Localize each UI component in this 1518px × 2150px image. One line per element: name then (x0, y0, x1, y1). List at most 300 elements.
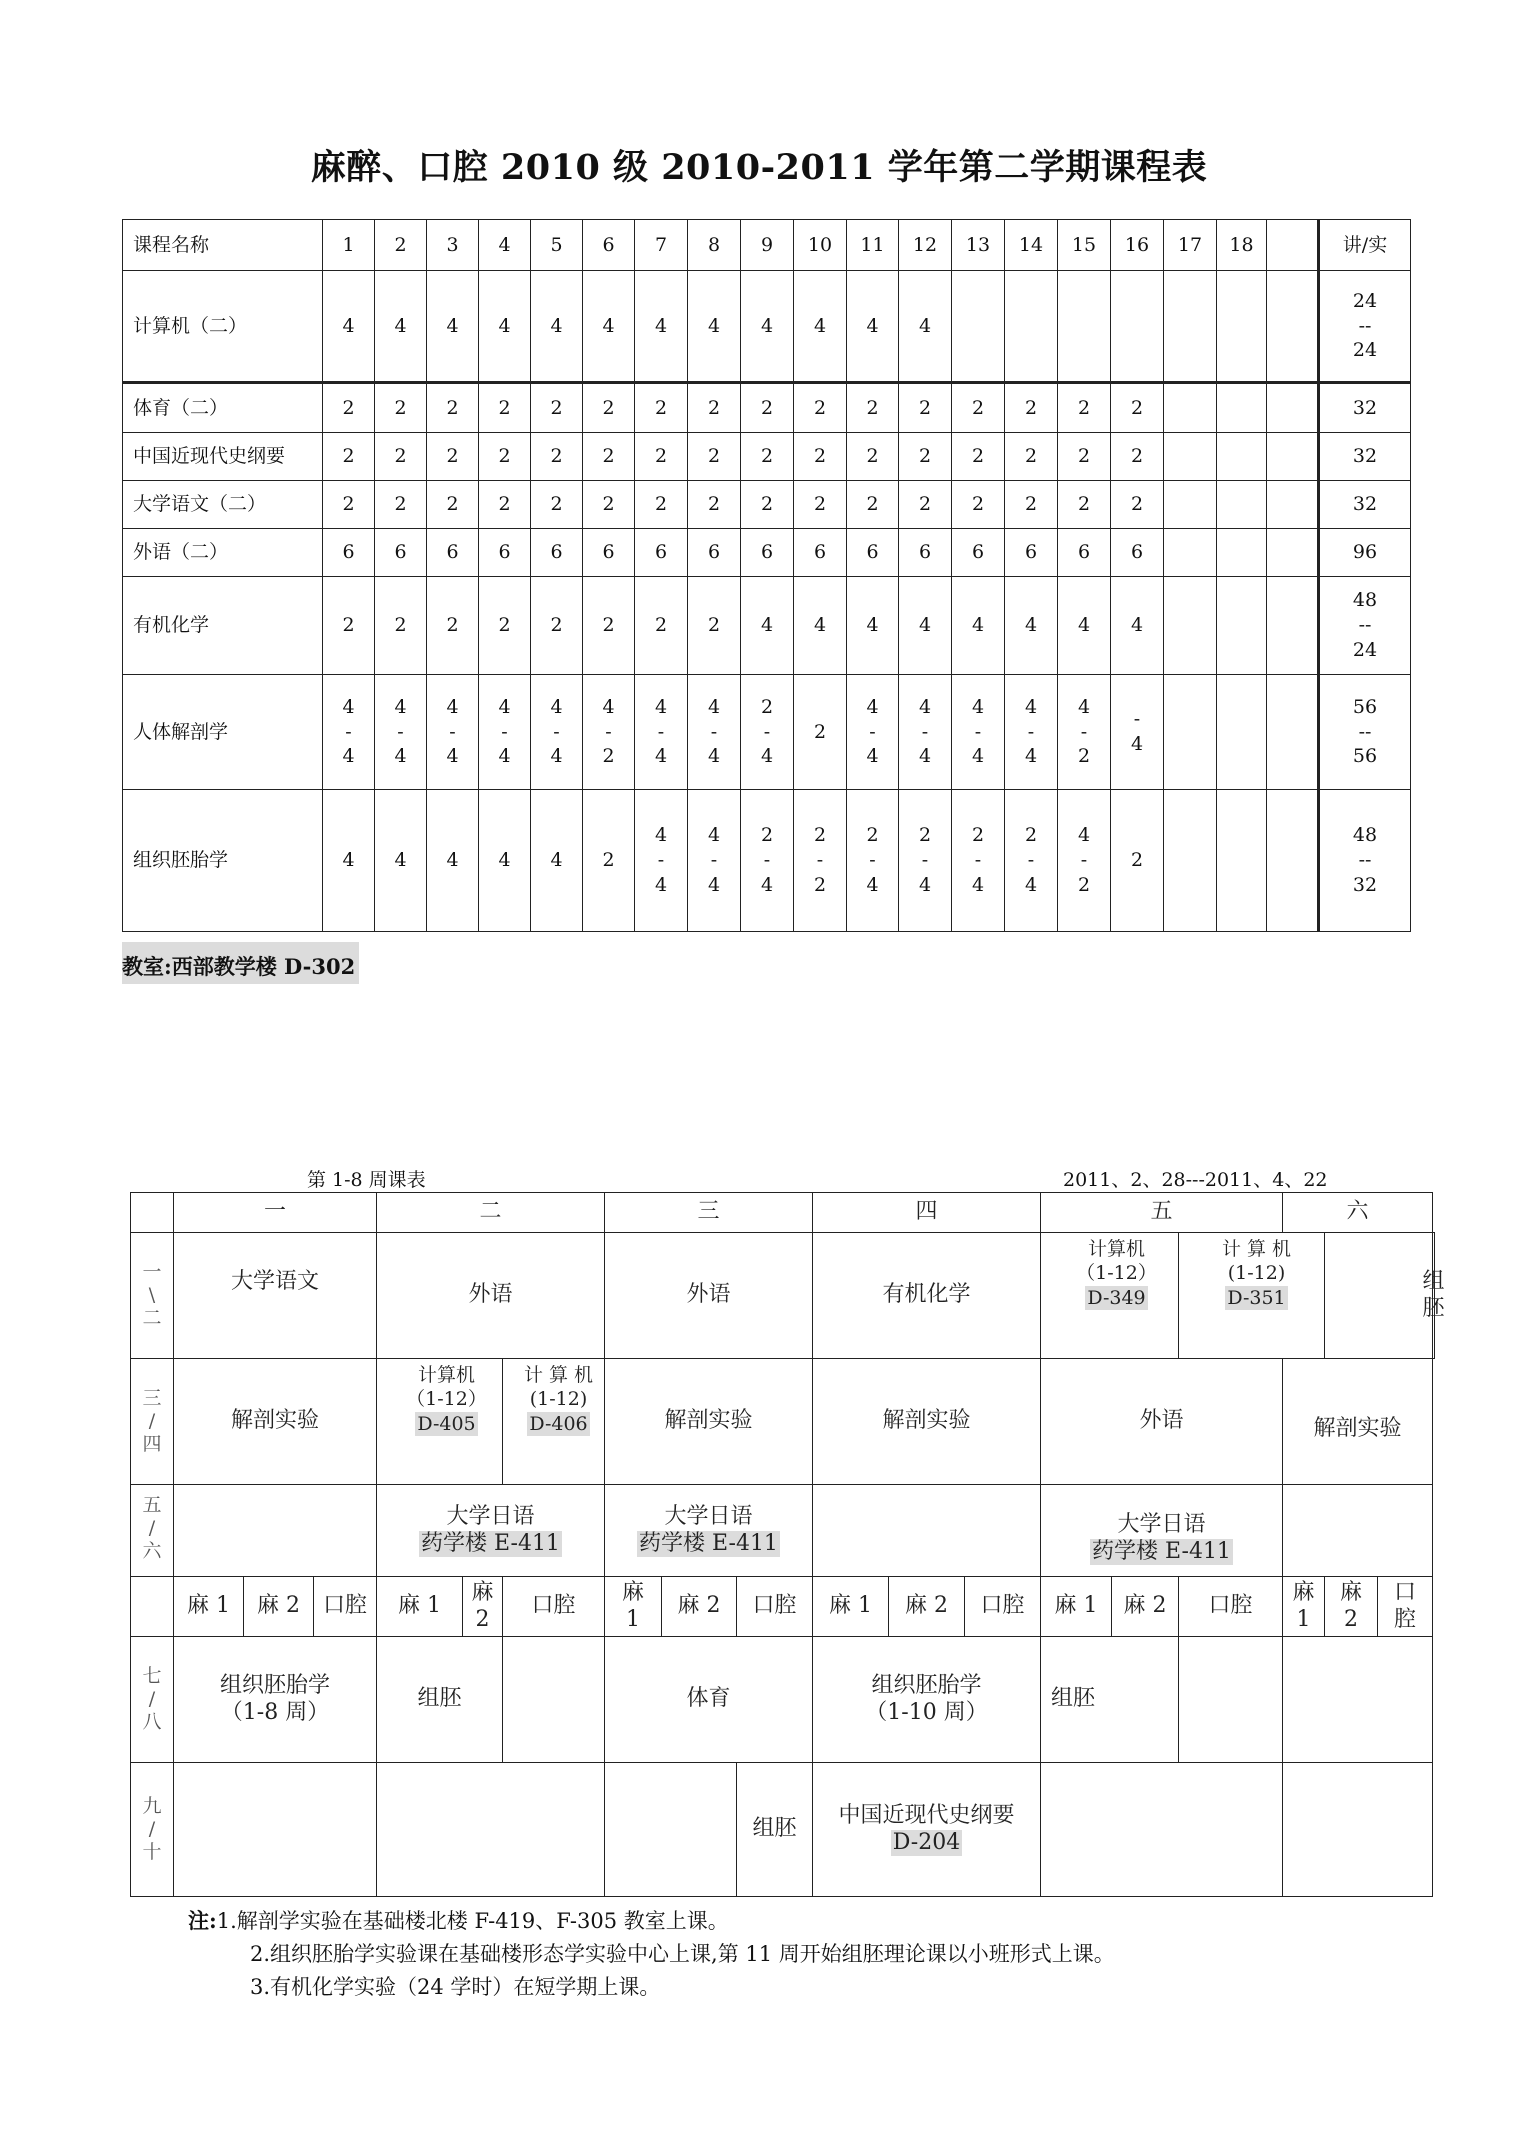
week-hours-cell: 4 (323, 790, 375, 932)
class-cell: 计 算 机 (1-12) D-351 (1179, 1233, 1325, 1359)
week-hours-cell: 4 (531, 790, 583, 932)
note-item: 3.有机化学实验（24 学时）在短学期上课。 (250, 1975, 661, 1999)
week-hours-cell: 2 (583, 790, 635, 932)
course-name: 计算机（二） (123, 271, 323, 383)
header-week: 15 (1058, 220, 1111, 271)
hours-part: - (710, 720, 718, 743)
hours-part: 4 (760, 873, 774, 896)
hours-part: 4 (654, 695, 668, 718)
header-week (1267, 220, 1319, 271)
week-hours-cell: 6 (688, 529, 741, 577)
week-hours-cell: 2 (688, 481, 741, 529)
class-cell: 大学日语 药学楼 E-411 (377, 1485, 605, 1577)
week-hours-cell: 2 (1111, 790, 1164, 932)
weekly-schedule-table (130, 1192, 1445, 1897)
group-cell: 口腔 (737, 1577, 813, 1637)
week-hours-cell: 4 (794, 271, 847, 383)
corner-cell (131, 1193, 174, 1233)
hours-part: - (974, 720, 982, 743)
ratio-cell (1319, 675, 1411, 790)
week-hours-cell (1217, 529, 1267, 577)
hours-part: - (1080, 720, 1088, 743)
week-hours-cell (1164, 481, 1217, 529)
week-hours-cell: 2 (635, 577, 688, 675)
header-week: 7 (635, 220, 688, 271)
week-hours-cell (1111, 675, 1164, 790)
course-name: 有机化学 (123, 577, 323, 675)
week-hours-cell (1058, 675, 1111, 790)
week-hours-cell: 2 (1005, 481, 1058, 529)
hours-part: 4 (394, 695, 407, 718)
header-week: 14 (1005, 220, 1058, 271)
week-hours-cell (1164, 529, 1217, 577)
hours-part: 4 (707, 745, 721, 768)
week-hours-cell: 2 (427, 433, 479, 481)
ratio-part: 96 (1352, 541, 1378, 564)
hours-part: 4 (654, 824, 668, 847)
week-hours-cell: 2 (1058, 383, 1111, 433)
header-week: 17 (1164, 220, 1217, 271)
hours-part: - (449, 720, 456, 743)
header-ratio: 讲/实 (1319, 220, 1411, 271)
week-hours-cell: 2 (688, 433, 741, 481)
hours-part: 4 (1024, 695, 1038, 718)
group-cell: 麻 2 (889, 1577, 965, 1637)
hours-part: 4 (918, 873, 932, 896)
week-hours-cell: 2 (635, 481, 688, 529)
course-weeks-table (122, 219, 1411, 932)
week-hours-cell: 4 (899, 577, 952, 675)
hours-part: - (763, 849, 771, 872)
hours-part: - (869, 720, 876, 743)
week-hours-cell: 2 (899, 383, 952, 433)
week-hours-cell: 2 (899, 481, 952, 529)
class-cell: 外语 (1041, 1359, 1283, 1485)
group-cell: 口腔 (1179, 1577, 1283, 1637)
week-hours-cell (1267, 383, 1319, 433)
week-hours-cell: 4 (531, 271, 583, 383)
group-cell: 麻 2 (662, 1577, 737, 1637)
week-hours-cell (952, 675, 1005, 790)
hours-part: 4 (1130, 733, 1144, 755)
week-hours-cell: 6 (952, 529, 1005, 577)
week-hours-cell (1217, 271, 1267, 383)
course-name: 大学语文（二） (123, 481, 323, 529)
week-hours-cell: 2 (479, 577, 531, 675)
week-hours-cell: 4 (847, 577, 899, 675)
course-name: 组织胚胎学 (123, 790, 323, 932)
week-hours-cell (1267, 433, 1319, 481)
hours-part: 4 (602, 695, 615, 718)
week-hours-cell: 2 (479, 383, 531, 433)
group-cell: 麻 2 (1112, 1577, 1179, 1637)
week-hours-cell (1217, 433, 1267, 481)
hours-part: 2 (813, 824, 827, 847)
ratio-part: 24 (1352, 339, 1378, 362)
hours-part: - (657, 849, 665, 872)
week-hours-cell: 2 (688, 383, 741, 433)
class-cell: 外语 (605, 1233, 813, 1359)
week-hours-cell (1217, 790, 1267, 932)
class-cell: 组胚 (1041, 1637, 1179, 1763)
week-hours-cell: 2 (427, 577, 479, 675)
note-item: 1.解剖学实验在基础楼北楼 F-419、F-305 教室上课。 (216, 1909, 729, 1933)
week-hours-cell (1164, 675, 1217, 790)
week-hours-cell: 2 (847, 481, 899, 529)
week-hours-cell: 2 (794, 383, 847, 433)
period-label: 三 / 四 (131, 1359, 174, 1485)
week-hours-cell: 2 (375, 481, 427, 529)
hours-part: 2 (813, 873, 827, 896)
class-cell: 解剖实验 (605, 1359, 813, 1485)
week-hours-cell (1058, 271, 1111, 383)
empty-cell (377, 1763, 605, 1897)
hours-part: 4 (707, 695, 721, 718)
hours-part: 4 (971, 745, 985, 768)
header-course-name: 课程名称 (123, 220, 323, 271)
hours-part: - (553, 720, 560, 743)
header-week: 5 (531, 220, 583, 271)
hours-part: 2 (971, 824, 985, 847)
class-cell: 体育 (605, 1637, 813, 1763)
week-hours-cell (583, 675, 635, 790)
week-hours-cell: 4 (794, 577, 847, 675)
ratio-part: 32 (1352, 396, 1378, 419)
hours-part: 4 (654, 745, 668, 768)
ratio-part: 48 (1352, 589, 1378, 612)
week-hours-cell (1164, 577, 1217, 675)
class-cell: 计算机 （1-12） D-405 (377, 1359, 503, 1485)
hours-part: 4 (550, 745, 563, 768)
group-cell: 口 腔 (1378, 1577, 1433, 1637)
ratio-cell (1319, 271, 1411, 383)
ratio-part: -- (1358, 849, 1372, 872)
week-hours-cell: 6 (635, 529, 688, 577)
ratio-part: -- (1358, 314, 1372, 337)
hours-part: - (1027, 720, 1035, 743)
group-cell: 麻 2 (463, 1577, 503, 1637)
week-hours-cell: 2 (323, 433, 375, 481)
week-hours-cell: 2 (1111, 481, 1164, 529)
hours-part: 4 (866, 745, 879, 768)
empty-cell (1179, 1637, 1283, 1763)
week-hours-cell: 2 (688, 577, 741, 675)
week-hours-cell (1267, 790, 1319, 932)
header-week: 2 (375, 220, 427, 271)
day-header: 六 (1283, 1193, 1433, 1233)
week-hours-cell: 2 (847, 383, 899, 433)
period-label: 一 \ 二 (131, 1233, 174, 1359)
week-hours-cell: 6 (427, 529, 479, 577)
week-hours-cell (427, 675, 479, 790)
header-week: 3 (427, 220, 479, 271)
weekly-caption: 第 1-8 周课表 (307, 1169, 426, 1191)
week-hours-cell: 2 (479, 433, 531, 481)
week-hours-cell: 2 (323, 383, 375, 433)
hours-part: 2 (866, 824, 879, 847)
week-hours-cell: 6 (479, 529, 531, 577)
group-cell: 麻 1 (1283, 1577, 1325, 1637)
date-range: 2011、2、28---2011、4、22 (1063, 1169, 1328, 1191)
week-hours-cell (899, 675, 952, 790)
week-hours-cell: 2 (635, 433, 688, 481)
ratio-part: -- (1358, 720, 1372, 743)
week-hours-cell: 2 (794, 675, 847, 790)
hours-part: - (397, 720, 404, 743)
class-cell: 大学日语 药学楼 E-411 (605, 1485, 813, 1577)
header-week: 12 (899, 220, 952, 271)
week-hours-cell: 2 (1058, 433, 1111, 481)
week-hours-cell: 2 (741, 383, 794, 433)
week-hours-cell: 2 (741, 481, 794, 529)
hours-part: - (710, 849, 718, 872)
empty-cell (1283, 1637, 1433, 1763)
class-cell: 组 胚 (1433, 1233, 1435, 1359)
hours-part: - (501, 720, 508, 743)
group-cell: 麻 1 (377, 1577, 463, 1637)
group-cell: 麻 1 (174, 1577, 244, 1637)
week-hours-cell: 4 (479, 790, 531, 932)
hours-part: 4 (971, 695, 985, 718)
hours-part: - (657, 720, 665, 743)
hours-part: 2 (1077, 745, 1091, 768)
class-cell: 计算机 （1-12） D-349 (1041, 1233, 1179, 1359)
ratio-cell (1319, 433, 1411, 481)
class-cell: 大学语文 (174, 1233, 377, 1359)
week-hours-cell: 2 (794, 481, 847, 529)
week-hours-cell (1267, 529, 1319, 577)
week-hours-cell: 2 (427, 481, 479, 529)
header-week: 11 (847, 220, 899, 271)
header-week: 4 (479, 220, 531, 271)
header-week: 8 (688, 220, 741, 271)
week-hours-cell: 4 (583, 271, 635, 383)
group-cell: 麻 2 (244, 1577, 314, 1637)
week-hours-cell: 6 (847, 529, 899, 577)
class-cell: 中国近现代史纲要 D-204 (813, 1763, 1041, 1897)
empty-cell (1041, 1763, 1283, 1897)
period-label: 五 / 六 (131, 1485, 174, 1577)
ratio-part: 48 (1352, 824, 1378, 847)
hours-part: 4 (971, 873, 985, 896)
week-hours-cell (1164, 271, 1217, 383)
week-hours-cell (1217, 577, 1267, 675)
week-hours-cell: 6 (1111, 529, 1164, 577)
ratio-part: -- (1358, 614, 1372, 637)
week-hours-cell: 2 (741, 433, 794, 481)
class-cell: 组织胚胎学 （1-8 周） (174, 1637, 377, 1763)
empty-cell (1325, 1233, 1433, 1359)
class-cell: 有机化学 (813, 1233, 1041, 1359)
day-header: 三 (605, 1193, 813, 1233)
hours-part: 4 (1077, 824, 1091, 847)
course-name: 人体解剖学 (123, 675, 323, 790)
hours-part: - (921, 720, 929, 743)
week-hours-cell: 2 (899, 433, 952, 481)
empty-cell (503, 1637, 605, 1763)
ratio-cell (1319, 383, 1411, 433)
course-name: 中国近现代史纲要 (123, 433, 323, 481)
week-hours-cell (688, 675, 741, 790)
week-hours-cell: 4 (1058, 577, 1111, 675)
week-hours-cell: 2 (375, 383, 427, 433)
group-cell: 麻 1 (605, 1577, 662, 1637)
week-hours-cell (1005, 675, 1058, 790)
week-hours-cell: 2 (375, 577, 427, 675)
page-title: 麻醉、口腔 2010 级 2010-2011 学年第二学期课程表 (310, 147, 1208, 188)
course-name: 体育（二） (123, 383, 323, 433)
week-hours-cell: 6 (741, 529, 794, 577)
ratio-part: 32 (1352, 873, 1378, 896)
hours-part: 2 (760, 695, 774, 718)
ratio-cell (1319, 529, 1411, 577)
ratio-part: 32 (1352, 493, 1378, 516)
class-cell: 解剖实验 (174, 1359, 377, 1485)
day-header: 一 (174, 1193, 377, 1233)
week-hours-cell (952, 271, 1005, 383)
week-hours-cell (635, 675, 688, 790)
header-week: 6 (583, 220, 635, 271)
period-label: 九 / 十 (131, 1763, 174, 1897)
week-hours-cell: 6 (531, 529, 583, 577)
group-cell: 麻 1 (1041, 1577, 1112, 1637)
week-hours-cell (847, 675, 899, 790)
week-hours-cell (1217, 383, 1267, 433)
group-cell: 麻 1 (813, 1577, 889, 1637)
empty-cell (174, 1485, 377, 1577)
week-hours-cell: 2 (583, 433, 635, 481)
ratio-part: 56 (1352, 745, 1378, 768)
hours-part: - (974, 849, 982, 872)
hours-part: 4 (707, 873, 721, 896)
week-hours-cell (1267, 481, 1319, 529)
hours-part: - (1027, 849, 1035, 872)
ratio-cell (1319, 790, 1411, 932)
week-hours-cell: 4 (375, 271, 427, 383)
week-hours-cell (1164, 383, 1217, 433)
course-name: 外语（二） (123, 529, 323, 577)
week-hours-cell (1111, 271, 1164, 383)
week-hours-cell (531, 675, 583, 790)
week-hours-cell: 4 (899, 271, 952, 383)
header-week: 16 (1111, 220, 1164, 271)
week-hours-cell: 2 (427, 383, 479, 433)
week-hours-cell: 2 (952, 383, 1005, 433)
week-hours-cell (688, 790, 741, 932)
header-week: 1 (323, 220, 375, 271)
week-hours-cell: 2 (323, 577, 375, 675)
day-header: 四 (813, 1193, 1041, 1233)
week-hours-cell: 2 (1111, 383, 1164, 433)
group-cell: 口腔 (314, 1577, 377, 1637)
week-hours-cell: 2 (583, 577, 635, 675)
hours-part: 4 (446, 695, 459, 718)
week-hours-cell (1005, 790, 1058, 932)
hours-part: 4 (654, 873, 668, 896)
week-hours-cell: 2 (479, 481, 531, 529)
week-hours-cell: 2 (1111, 433, 1164, 481)
week-hours-cell (741, 790, 794, 932)
week-hours-cell (1058, 790, 1111, 932)
hours-part: - (1133, 708, 1141, 731)
week-hours-cell: 2 (531, 433, 583, 481)
hours-part: 4 (760, 745, 774, 768)
week-hours-cell (1267, 577, 1319, 675)
week-hours-cell: 4 (375, 790, 427, 932)
week-hours-cell: 2 (323, 481, 375, 529)
notes-label: 注: (188, 1908, 217, 1933)
group-cell: 麻 2 (1325, 1577, 1378, 1637)
class-cell: 组胚 (737, 1763, 813, 1897)
hours-part: 2 (1077, 873, 1091, 896)
ratio-part: 32 (1352, 445, 1378, 468)
week-hours-cell (741, 675, 794, 790)
week-hours-cell: 2 (794, 433, 847, 481)
hours-part: 2 (602, 745, 615, 768)
day-header: 二 (377, 1193, 605, 1233)
hours-part: 4 (1024, 745, 1038, 768)
week-hours-cell (952, 790, 1005, 932)
hours-part: 2 (918, 824, 932, 847)
class-cell: 解剖实验 (1283, 1359, 1433, 1485)
empty-cell (1283, 1763, 1433, 1897)
period-label: 七 / 八 (131, 1637, 174, 1763)
week-hours-cell: 6 (794, 529, 847, 577)
week-hours-cell: 4 (635, 271, 688, 383)
empty-cell (1283, 1485, 1433, 1577)
hours-part: 4 (550, 695, 563, 718)
week-hours-cell (1267, 675, 1319, 790)
week-hours-cell: 2 (531, 481, 583, 529)
week-hours-cell: 4 (847, 271, 899, 383)
week-hours-cell (1005, 271, 1058, 383)
week-hours-cell: 2 (1005, 383, 1058, 433)
ratio-part: 24 (1352, 289, 1378, 312)
empty-cell (174, 1763, 377, 1897)
notes (188, 1904, 1115, 2004)
hours-part: 4 (1077, 695, 1091, 718)
hours-part: 4 (394, 745, 407, 768)
week-hours-cell: 6 (375, 529, 427, 577)
hours-part: - (869, 849, 876, 872)
day-header: 五 (1041, 1193, 1283, 1233)
hours-part: - (816, 849, 824, 872)
hours-part: 4 (918, 745, 932, 768)
empty-cell (813, 1485, 1041, 1577)
hours-part: 4 (866, 695, 879, 718)
class-cell: 组胚 (377, 1637, 503, 1763)
hours-part: - (345, 720, 352, 743)
class-cell: 计 算 机 (1-12) D-406 (503, 1359, 605, 1485)
week-hours-cell: 6 (1058, 529, 1111, 577)
header-week: 9 (741, 220, 794, 271)
week-hours-cell (375, 675, 427, 790)
week-hours-cell: 6 (583, 529, 635, 577)
week-hours-cell: 2 (375, 433, 427, 481)
week-hours-cell (1164, 790, 1217, 932)
week-hours-cell (323, 675, 375, 790)
week-hours-cell: 2 (583, 481, 635, 529)
week-hours-cell: 4 (741, 271, 794, 383)
empty-cell (605, 1763, 737, 1897)
class-cell: 大学日语 药学楼 E-411 (1041, 1485, 1283, 1577)
hours-part: - (763, 720, 771, 743)
empty-cell (131, 1577, 174, 1637)
hours-part: 4 (446, 745, 459, 768)
hours-part: 4 (498, 695, 511, 718)
week-hours-cell (847, 790, 899, 932)
class-cell: 解剖实验 (813, 1359, 1041, 1485)
